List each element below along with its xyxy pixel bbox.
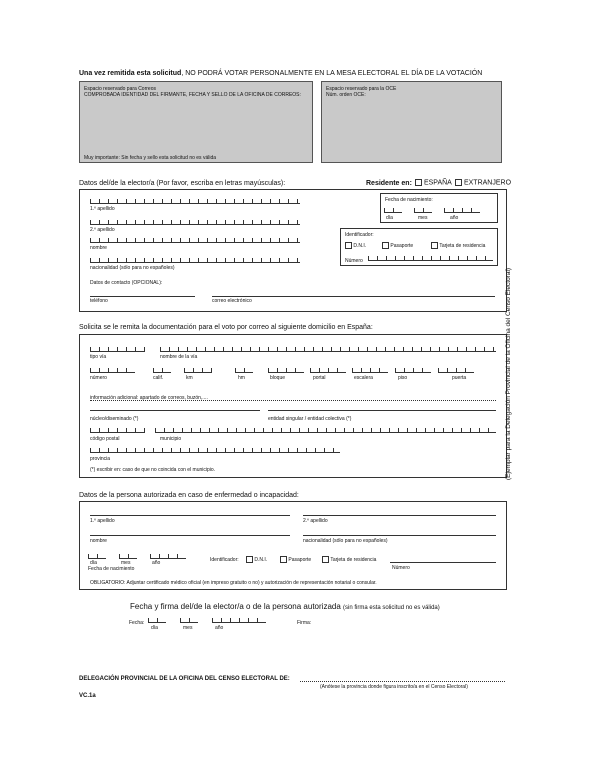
codigo-postal-field[interactable] <box>90 428 145 433</box>
domicilio-nota: (*) escribir en: caso de que no coincida con el municipio. <box>90 467 216 473</box>
portal-label: portal <box>313 375 326 381</box>
nombre-field[interactable] <box>90 238 300 243</box>
aut-nacionalidad-label: nacionalidad (sólo para no españoles) <box>303 538 388 544</box>
pasaporte-checkbox[interactable] <box>382 242 389 249</box>
firma-title: Fecha y firma del/de la elector/a o de la persona autorizada <box>130 602 341 611</box>
firma-fecha-label: Fecha: <box>129 620 145 626</box>
numero-label: número <box>90 375 107 381</box>
aut-apellido1-field[interactable] <box>90 515 290 516</box>
info-adicional-field[interactable] <box>90 400 496 401</box>
aut-apellido2-label: 2.º apellido <box>303 518 328 524</box>
aut-pasaporte-label: Pasaporte <box>288 556 312 563</box>
nucleo-label: núcleo/diseminado (*) <box>90 416 139 422</box>
aut-dia-label: día <box>90 560 97 566</box>
firma-dia-field[interactable] <box>148 618 166 623</box>
correos-reserved-box <box>79 81 313 163</box>
header-notice <box>79 70 482 78</box>
km-label: km <box>186 375 193 381</box>
firma-anio-field[interactable] <box>212 618 266 623</box>
correos-line2: COMPROBADA IDENTIDAD DEL FIRMANTE, FECHA Y SELLO DE LA OFICINA DE CORREOS: <box>84 92 301 98</box>
pasaporte-option[interactable] <box>382 242 413 249</box>
aut-anio-label: año <box>152 560 161 566</box>
nombre-label: nombre <box>90 245 107 251</box>
dni-option[interactable] <box>345 242 366 249</box>
aut-anio-field[interactable] <box>150 554 186 559</box>
delegacion-label: DELEGACIÓN PROVINCIAL DE LA OFICINA DEL CENSO ELECTORAL DE: <box>79 676 290 682</box>
escalera-field[interactable] <box>352 368 388 373</box>
aut-tarjeta-option[interactable] <box>322 556 376 563</box>
aut-mes-label: mes <box>121 560 131 566</box>
tipo-via-field[interactable] <box>90 347 145 352</box>
puerta-label: puerta <box>452 375 467 381</box>
aut-pasaporte-option[interactable] <box>280 556 311 563</box>
nucleo-field[interactable] <box>90 410 260 411</box>
oce-reserved-box <box>321 81 502 163</box>
firma-firma-label: Firma: <box>297 620 312 626</box>
apellido2-label: 2.º apellido <box>90 227 115 233</box>
hm-label: hm <box>238 375 245 381</box>
extranjero-label: EXTRANJERO <box>463 179 512 187</box>
nac-dia-field[interactable] <box>384 208 402 213</box>
oce-line1: Espacio reservado para la OCE <box>326 86 397 92</box>
tarjeta-option[interactable] <box>431 242 485 249</box>
aut-pasaporte-checkbox[interactable] <box>280 556 287 563</box>
aut-identificador-label: Identificador: <box>210 557 239 563</box>
bloque-label: bloque <box>270 375 286 381</box>
residente-espana[interactable] <box>415 179 452 187</box>
firma-anio-label: año <box>215 625 224 631</box>
aut-obligatorio: OBLIGATORIO: Adjuntar certificado médico oficial (en impreso gratuito o no) y autorización de representación notarial o consular. <box>90 580 377 586</box>
apellido1-label: 1.º apellido <box>90 206 115 212</box>
espana-label: ESPAÑA <box>423 179 452 187</box>
dni-checkbox[interactable] <box>345 242 352 249</box>
header-rest: , NO PODRÁ VOTAR PERSONALMENTE EN LA MESA ELECTORAL EL DÍA DE LA VOTACIÓN <box>181 70 483 77</box>
nac-mes-field[interactable] <box>414 208 432 213</box>
firma-note: (sin firma esta solicitud no es válida) <box>343 605 440 611</box>
hm-field[interactable] <box>235 368 253 373</box>
firma-dia-label: día <box>151 625 158 631</box>
nombre-via-field[interactable] <box>160 347 496 352</box>
nac-mes-label: mes <box>418 215 428 221</box>
numero-field[interactable] <box>90 368 135 373</box>
calif-field[interactable] <box>153 368 171 373</box>
aut-tarjeta-checkbox[interactable] <box>322 556 329 563</box>
aut-mes-field[interactable] <box>119 554 137 559</box>
domicilio-frame <box>79 334 507 478</box>
aut-numero-label: Número <box>392 565 410 571</box>
provincia-field[interactable] <box>90 448 340 453</box>
header-bold: Una vez remitida esta solicitud <box>79 70 182 77</box>
puerta-field[interactable] <box>438 368 474 373</box>
municipio-label: municipio <box>160 436 182 442</box>
info-adicional-label: información adicional: apartado de correos, buzón,.... <box>90 395 208 401</box>
portal-field[interactable] <box>310 368 346 373</box>
nombre-via-label: nombre de la vía <box>160 354 198 360</box>
aut-nacionalidad-field[interactable] <box>303 535 496 536</box>
side-ejemplar-text: (Ejemplar para la Delegación Provincial de la Oficina del Censo Electoral) <box>505 267 512 480</box>
tarjeta-label: Tarjeta de residencia <box>439 242 486 249</box>
elector-section-title: Datos del/de la elector/a (Por favor, escriba en letras mayúsculas): <box>79 180 286 187</box>
calif-label: calif. <box>153 375 164 381</box>
telefono-label: teléfono <box>90 298 108 304</box>
delegacion-field[interactable] <box>300 681 505 682</box>
autorizada-section-title: Datos de la persona autorizada en caso de enfermedad o incapacidad: <box>79 492 299 499</box>
fecha-nac-label: Fecha de nacimiento: <box>385 197 433 203</box>
nacionalidad-field[interactable] <box>90 258 300 263</box>
piso-field[interactable] <box>395 368 431 373</box>
numero-id-label: Número <box>345 258 363 264</box>
piso-label: piso <box>398 375 408 381</box>
espana-checkbox[interactable] <box>415 179 422 186</box>
aut-tarjeta-label: Tarjeta de residencia <box>330 556 377 563</box>
tipo-via-label: tipo vía <box>90 354 107 360</box>
extranjero-checkbox[interactable] <box>455 179 462 186</box>
nac-anio-label: año <box>450 215 459 221</box>
nac-anio-field[interactable] <box>444 208 480 213</box>
provincia-label: provincia <box>90 456 111 462</box>
nac-dia-label: día <box>386 215 393 221</box>
aut-apellido2-field[interactable] <box>303 515 496 516</box>
tarjeta-checkbox[interactable] <box>431 242 438 249</box>
telefono-field[interactable] <box>90 296 195 297</box>
identificador-label: Identificador: <box>345 232 374 238</box>
firma-section-title <box>130 602 440 612</box>
aut-nombre-label: nombre <box>90 538 107 544</box>
numero-id-field[interactable] <box>368 256 493 261</box>
correo-field[interactable] <box>212 296 495 297</box>
form-code: VC.1a <box>79 693 96 699</box>
apellido2-field[interactable] <box>90 220 300 225</box>
codigo-postal-label: código postal <box>90 436 120 442</box>
aut-dni-checkbox[interactable] <box>246 556 253 563</box>
entidad-label: entidad singular / entidad colectiva (*) <box>268 416 352 422</box>
correos-line1: Espacio reservado para Correos <box>84 86 156 92</box>
escalera-label: escalera <box>354 375 373 381</box>
bloque-field[interactable] <box>268 368 304 373</box>
domicilio-section-title: Solicita se le remita la documentación para el voto por correo al siguiente domicilio en España: <box>79 324 373 331</box>
correos-note: Muy importante: Sin fecha y sello esta solicitud no es válida <box>84 155 217 161</box>
firma-mes-label: mes <box>183 625 193 631</box>
nacionalidad-label: nacionalidad (sólo para no españoles) <box>90 265 175 271</box>
municipio-field[interactable] <box>155 428 496 433</box>
aut-nombre-field[interactable] <box>90 535 290 536</box>
aut-dni-option[interactable] <box>246 556 267 563</box>
aut-dni-label: D.N.I. <box>254 556 268 563</box>
km-field[interactable] <box>184 368 212 373</box>
residente-extranjero[interactable] <box>455 179 511 187</box>
firma-mes-field[interactable] <box>180 618 198 623</box>
dni-label: D.N.I. <box>353 242 367 249</box>
contacto-label: Datos de contacto (OPCIONAL): <box>90 280 163 286</box>
aut-fecha-nac-label: Fecha de nacimiento <box>88 566 135 572</box>
aut-apellido1-label: 1.º apellido <box>90 518 115 524</box>
pasaporte-label: Pasaporte <box>390 242 414 249</box>
apellido1-field[interactable] <box>90 199 300 204</box>
aut-dia-field[interactable] <box>88 554 106 559</box>
residente-label: Residente en: <box>366 180 412 187</box>
correo-label: correo electrónico <box>212 298 252 304</box>
oce-line2: Núm. orden OCE: <box>326 92 366 98</box>
aut-numero-field[interactable] <box>390 562 496 563</box>
anotese-note: (Anótese la provincia donde figura inscrito/a en el Censo Electoral) <box>320 684 468 690</box>
entidad-field[interactable] <box>268 410 496 411</box>
